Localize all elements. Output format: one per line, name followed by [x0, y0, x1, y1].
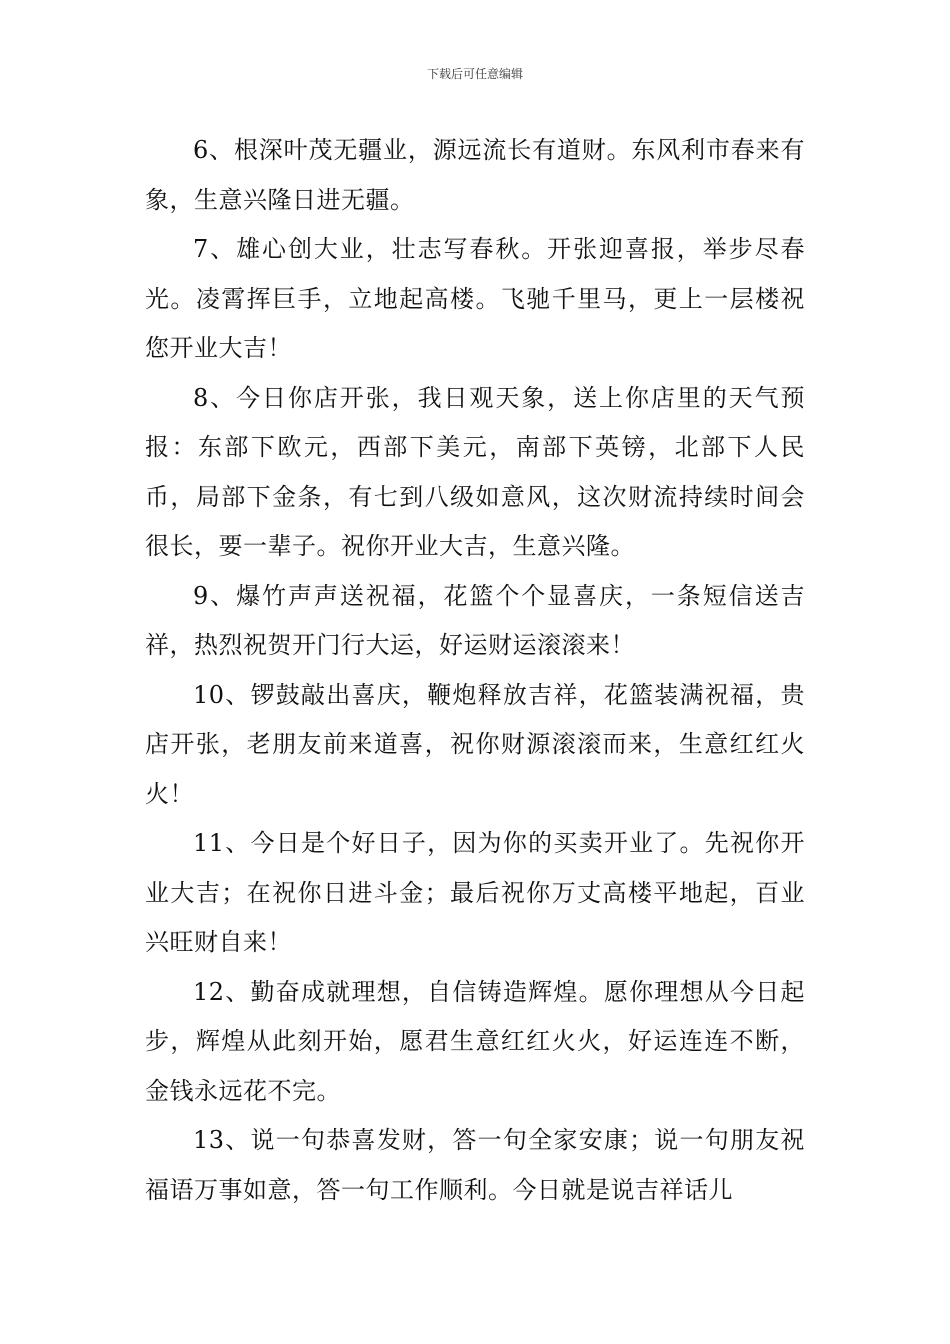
- paragraph-6: 6、根深叶茂无疆业，源远流长有道财。东风利市春来有象，生意兴隆日进无疆。: [145, 136, 805, 214]
- paragraph-13: 13、说一句恭喜发财，答一句全家安康；说一句朋友祝福语万事如意，答一句工作顺利。今日就是说吉祥话儿: [145, 1126, 805, 1204]
- paragraph-12: 12、勤奋成就理想，自信铸造辉煌。愿你理想从今日起步，辉煌从此刻开始，愿君生意红红火火，好运连连不断，金钱永远花不完。: [145, 977, 805, 1105]
- paragraph-11: 11、今日是个好日子，因为你的买卖开业了。先祝你开业大吉；在祝你日进斗金；最后祝你万丈高楼平地起，百业兴旺财自来！: [145, 829, 805, 956]
- page-header: 下载后可任意编辑: [426, 67, 523, 81]
- paragraph-7: 7、雄心创大业，壮志写春秋。开张迎喜报，举步尽春光。凌霄挥巨手，立地起高楼。飞驰千里马，更上一层楼祝您开业大吉！: [145, 235, 805, 362]
- document-body: [145, 126, 805, 1215]
- paragraph-10: 10、锣鼓敲出喜庆，鞭炮释放吉祥，花篮装满祝福，贵店开张，老朋友前来道喜，祝你财源滚滚而来，生意红红火火！: [145, 680, 805, 808]
- paragraph-8: 8、今日你店开张，我日观天象，送上你店里的天气预报：东部下欧元，西部下美元，南部下英镑，北部下人民币，局部下金条，有七到八级如意风，这次财流持续时间会很长，要一辈子。祝你开业大吉，生意兴隆。: [145, 383, 805, 560]
- paragraph-9: 9、爆竹声声送祝福，花篮个个显喜庆，一条短信送吉祥，热烈祝贺开门行大运，好运财运滚滚来！: [145, 581, 805, 659]
